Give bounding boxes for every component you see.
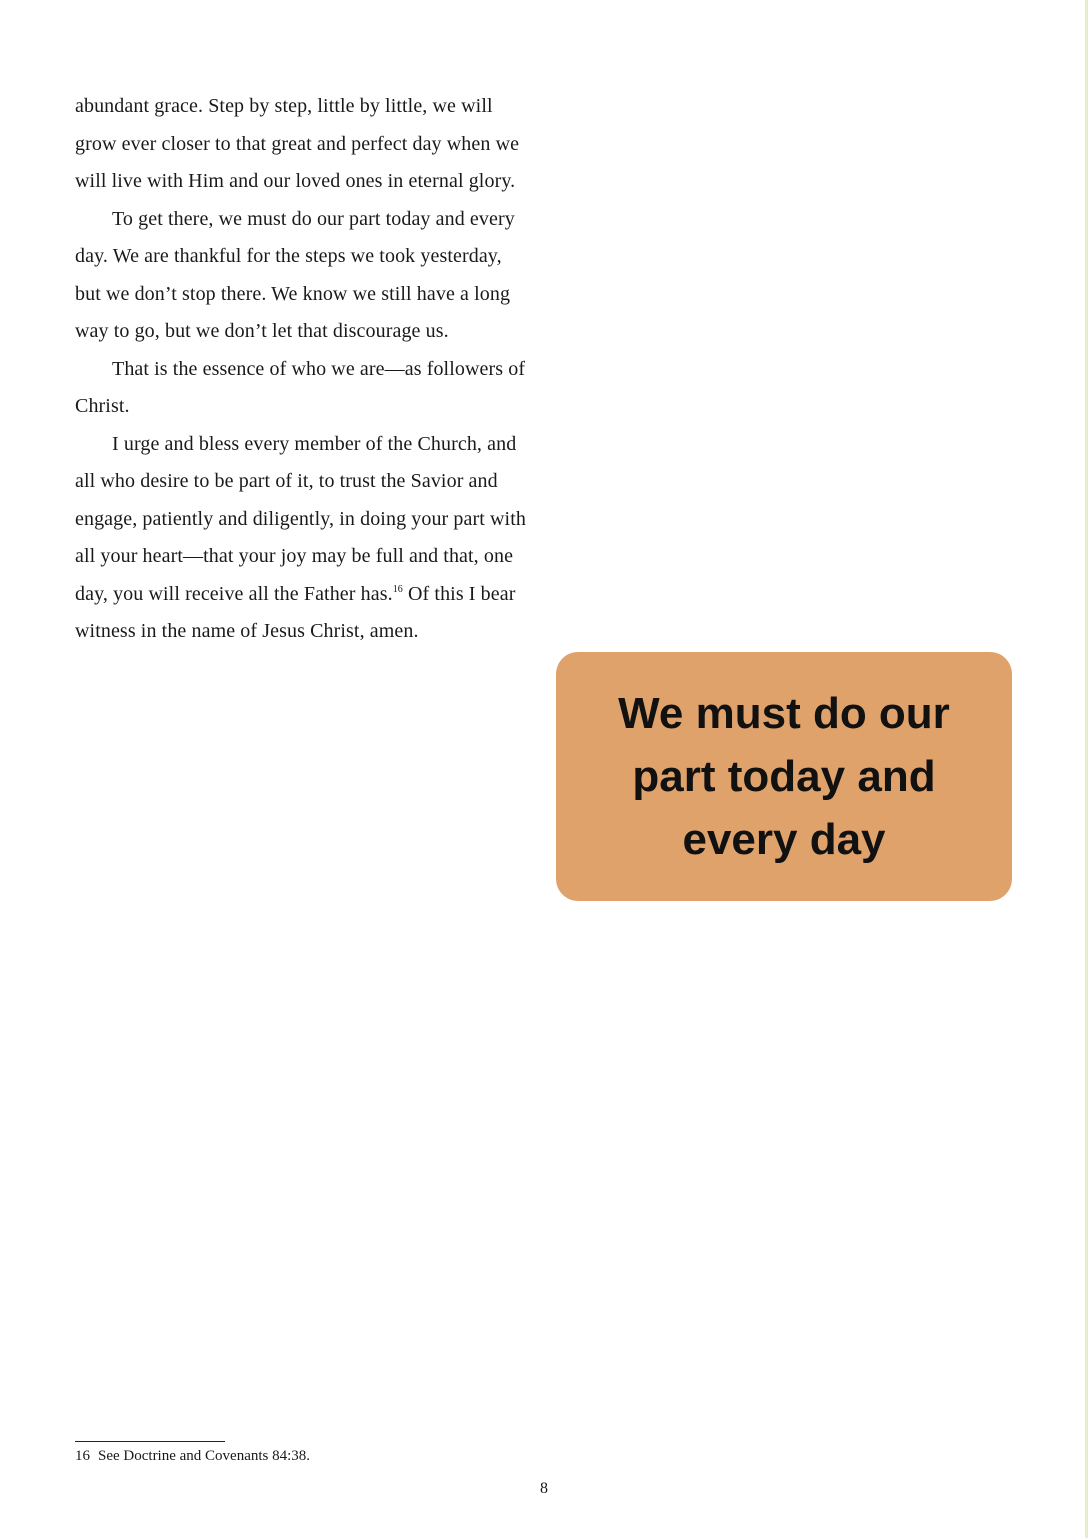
footnote-reference[interactable]: 16 bbox=[392, 583, 403, 595]
pullquote-text: We must do our part today and every day bbox=[618, 689, 950, 864]
footnote-divider bbox=[75, 1441, 225, 1442]
body-paragraph-4-text: I urge and bless every member of the Church, and all who desire to be part of it, to trust the Savior and engage, patiently and diligently, in doing your part with all your heart—that your joy may be full and that, one day, you will receive all the Father has. bbox=[75, 432, 526, 605]
pullquote-box bbox=[556, 652, 1012, 901]
page-number: 8 bbox=[540, 1480, 548, 1497]
body-text bbox=[75, 88, 527, 651]
body-paragraph-2: To get there, we must do our part today and every day. We are thankful for the steps we took yesterday, but we don’t stop there. We know we still have a long way to go, but we don’t let that discourage us. bbox=[75, 207, 515, 342]
body-paragraph-4 bbox=[75, 426, 527, 651]
footnote-number: 16 bbox=[75, 1448, 90, 1464]
body-closing-text: Of this I bear witness in the name of Jesus Christ, amen. bbox=[75, 582, 516, 642]
footnote bbox=[75, 1446, 310, 1466]
body-paragraph-3: That is the essence of who we are—as followers of Christ. bbox=[75, 357, 526, 417]
body-paragraph-1: abundant grace. Step by step, little by little, we will grow ever closer to that great and perfect day when we will live with Him and our loved ones in eternal glory. bbox=[75, 95, 520, 192]
footnote-text: See Doctrine and Covenants 84:38. bbox=[98, 1448, 311, 1464]
